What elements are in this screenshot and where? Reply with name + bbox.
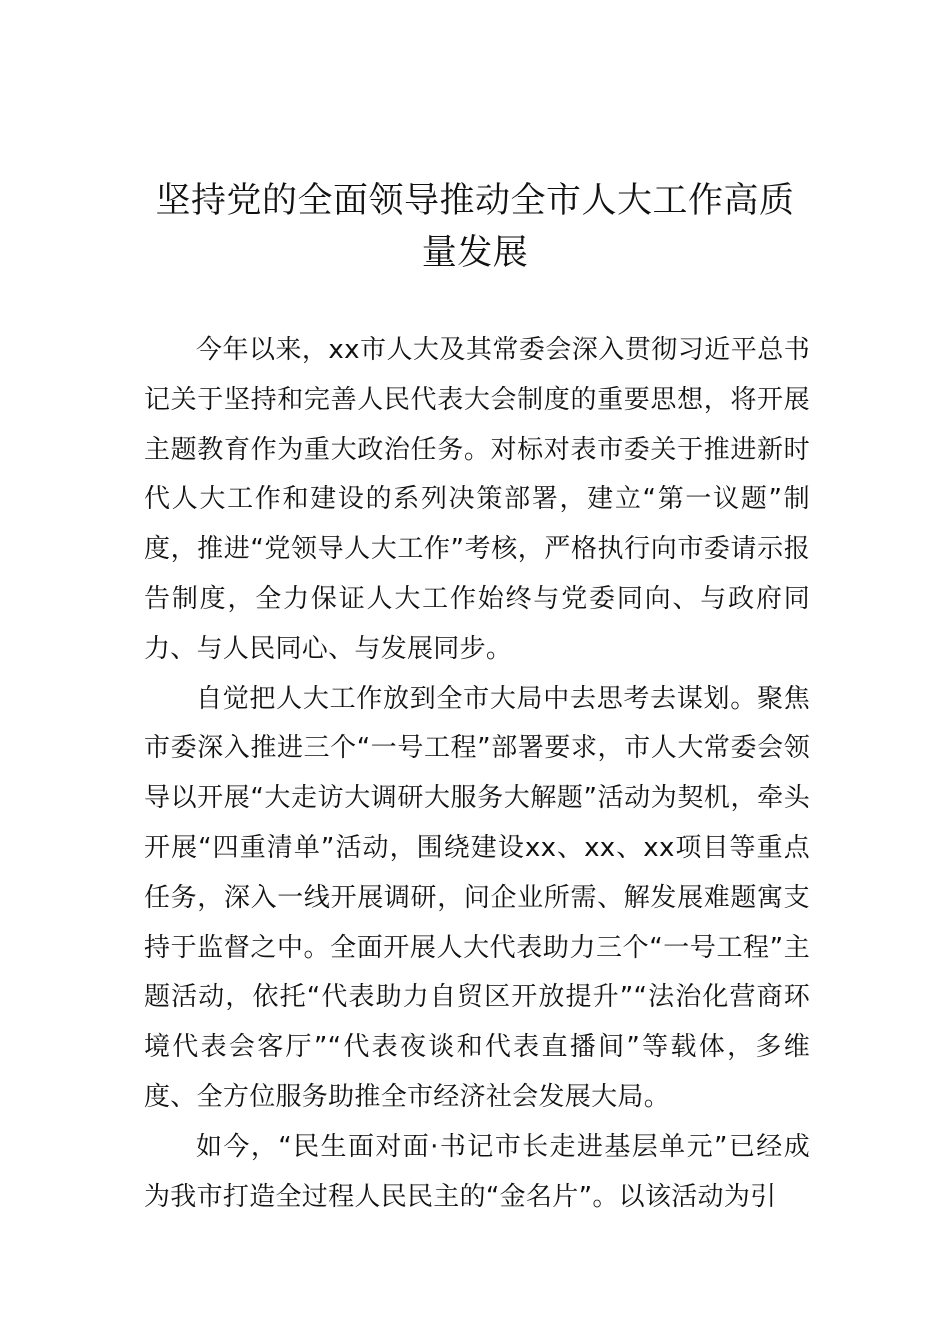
document-title: 坚持党的全面领导推动全市人大工作高质量发展: [155, 181, 795, 273]
document-body: [144, 326, 810, 1222]
paragraph-1: 今年以来，xx市人大及其常委会深入贯彻习近平总书记关于坚持和完善人民代表大会制度的重要思想，将开展主题教育作为重大政治任务。对标对表市委关于推进新时代人大工作和建设的系列决策部署，建立“第一议题”制度，推进“党领导人大工作”考核，严格执行向市委请示报告制度，全力保证人大工作始终与党委同向、与政府同力、与人民同心、与发展同步。: [144, 335, 810, 664]
paragraph-2: 自觉把人大工作放到全市大局中去思考去谋划。聚焦市委深入推进三个“一号工程”部署要求，市人大常委会领导以开展“大走访大调研大服务大解题”活动为契机，牵头开展“四重清单”活动，围绕建设xx、xx、xx项目等重点任务，深入一线开展调研，问企业所需、解发展难题寓支持于监督之中。全面开展人大代表助力三个“一号工程”主题活动，依托“代表助力自贸区开放提升”“法治化营商环境代表会客厅”“代表夜谈和代表直播间”等载体，多维度、全方位服务助推全市经济社会发展大局。: [144, 683, 810, 1112]
paragraph-3: 如今，“民生面对面·书记市长走进基层单元”已经成为我市打造全过程人民民主的“金名片”。以该活动为引: [144, 1131, 810, 1212]
